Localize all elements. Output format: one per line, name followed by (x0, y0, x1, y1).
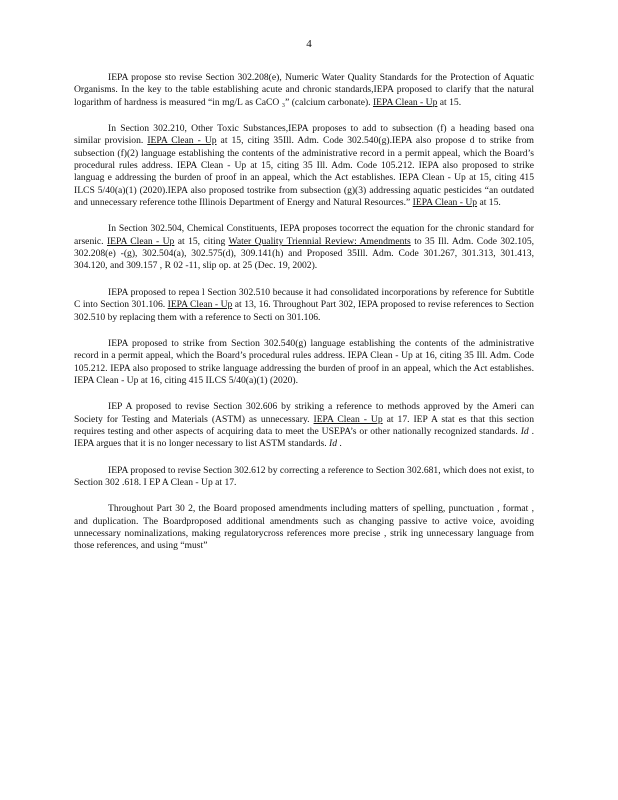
paragraph (74, 123, 534, 209)
citation-text: IEPA Clean - Up (412, 197, 478, 209)
page-number: 4 (306, 38, 312, 50)
paragraph-text: to 35 Ill. Adm. Code 302.105, 302.208(e) -(g), 302.504(a), 302.575(d), 309.141(h) and Proposed 35Ill. Adm. Code 301.267, 301.313, 301.413, 304.120, and 309.157 , R 02 -11, slip op. at 25 (Dec. 19, 2002). (74, 235, 535, 272)
paragraph-text: at 17. IEP A stat es that this section requires testing and other aspects of acquiring data to meet the USEPA’s or other nationally recognized standards. (74, 413, 534, 437)
paragraph (74, 338, 534, 387)
paragraph-text: IEPA proposed to strike from Section 302.540(g) language establishing the contents of the administrative record in a permit appeal, which the Board’s procedural rules address. IEPA Clean - Up at 16, citing 35 Ill. Adm. Code 105.212. IEPA also proposed to strike language addressing the burden of proof in an appeal, which the Act establishes. IEPA Clean - Up at 16, citing 415 ILCS 5/40(a)(1) (2020). (74, 337, 534, 386)
citation-text: IEPA Clean - Up (313, 413, 383, 425)
paragraph (74, 503, 534, 552)
paragraph-text: Throughout Part 30 2, the Board proposed amendments including matters of spelling, punctuation , format , and duplication. The Boardproposed additional amendments such as changing passive to active voice, avoiding unnecessary nominalizations, making regulatorycross references more precise , strik ing unnecessary language from those references, and using “must” (74, 503, 534, 552)
paragraph-text: at 15. (437, 96, 462, 108)
paragraph-text: at 15, citing (174, 235, 229, 247)
paragraph (74, 223, 534, 272)
paragraph-text: IEPA proposed to repea l Section 302.510 because it had consolidated incorporations by reference for Subtitle C into Section 301.106. (74, 286, 534, 311)
citation-text: IEPA Clean - Up (147, 135, 217, 147)
paragraph-text: IEPA propose sto revise Section 302.208(e), Numeric Water Quality Standards for the Protection of Aquatic Organisms. In the key to the table establishing acute and chronic standards,IEPA proposed to clarify that the natural logarithm of hardness is measured “in mg/L as CaCO ₃” (calcium carbonate). (74, 72, 534, 108)
citation-text: IEPA Clean - Up (106, 235, 175, 247)
paragraph (74, 465, 534, 490)
paragraph-text: at 15, citing 35Ill. Adm. Code 302.540(g).IEPA also propose d to strike from subsection (f)(2) language establishing the contents of the administrative record in a permit appeal, which the Board’s procedural rules address. IEPA Clean - Up at 15, citing 35 Ill. Adm. Code 105.212. IEPA also proposed to strike languag e addressing the burden of proof in an appeal, which the Act establishes. IEPA Clean - Up at 15, citing 415 ILCS 5/40(a)(1) (2020).IEPA also proposed tostrike from subsection (g)(3) addressing aquatic pesticides “an outdated and unnecessary reference tothe Illinois Department of Energy and Natural Resources.” (74, 135, 534, 209)
paragraph-text: . IEPA argues that it is no longer necessary to list ASTM standards. (74, 425, 534, 450)
citation-text: IEPA Clean - Up (167, 299, 233, 311)
document-body (74, 72, 534, 567)
paragraph-text: at 13, 16. Throughout Part 302, IEPA proposed to revise references to Section 302.510 by replacing them with a reference to Secti on 301.106. (74, 299, 534, 323)
paragraph (74, 287, 534, 324)
italic-text: Id (329, 438, 338, 450)
paragraph-text: IEP A proposed to revise Section 302.606 by striking a reference to methods approved by the Ameri can Society for Testing and Materials (ASTM) as unnecessary. (74, 401, 534, 425)
paragraph (74, 72, 534, 109)
paragraph (74, 401, 534, 450)
citation-text: IEPA Clean - Up (372, 96, 438, 108)
italic-text: Id (520, 425, 529, 437)
paragraph-text: In Section 302.210, Other Toxic Substances,IEPA proposes to add to subsection (f) a heading based ona similar provision. (74, 123, 534, 147)
paragraph-text: IEPA proposed to revise Section 302.612 by correcting a reference to Section 302.681, which does not exist, to Section 302 .618. I EP A Clean - Up at 17. (74, 464, 534, 488)
citation-text: Water Quality Triennial Review: Amendments (228, 235, 411, 247)
paragraph-text: . (337, 438, 342, 450)
paragraph-text: In Section 302.504, Chemical Constituents, IEPA proposes tocorrect the equation for the chronic standard for arsenic. (74, 223, 534, 247)
paragraph-text: at 15. (477, 197, 501, 209)
